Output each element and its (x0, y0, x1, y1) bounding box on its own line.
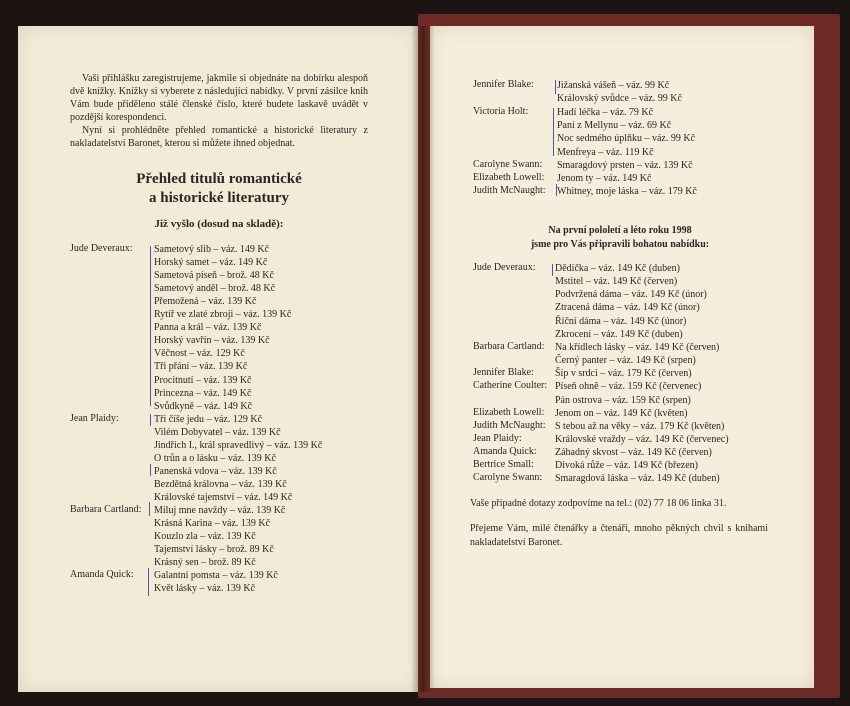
book-title-entry: Krásná Karina – váz. 139 Kč (154, 518, 271, 530)
book-title-entry: Horský samet – váz. 149 Kč (154, 257, 268, 269)
book-title-entry: Záhadný skvost – váz. 149 Kč (červen) (555, 447, 712, 459)
book-title-entry: Panna a král – váz. 139 Kč (154, 322, 262, 334)
author-name: Catherine Coulter: (473, 380, 548, 392)
book-title-entry: Jenom ty – váz. 149 Kč (557, 173, 652, 185)
book-title-entry: Procitnutí – váz. 139 Kč (154, 374, 252, 386)
book-title-entry: Rytíř ve zlaté zbroji – váz. 139 Kč (154, 309, 292, 321)
pen-mark-panenska-vdova (150, 464, 151, 476)
pen-mark-jennifer-blake (555, 80, 556, 94)
author-name: Judith McNaught: (473, 419, 546, 431)
pen-mark-jean-plaidy (150, 414, 151, 426)
book-title-entry: Tři přání – váz. 139 Kč (154, 361, 248, 373)
book-title-entry: Přemožená – váz. 139 Kč (154, 296, 257, 308)
author-name: Carolyne Swann: (473, 472, 543, 484)
available-subheading: Již vyšlo (dosud na skladě): (154, 218, 284, 230)
book-title-entry: Dědička – váz. 149 Kč (duben) (555, 263, 680, 274)
book-title-entry: Horský vavřín – váz. 139 Kč (154, 335, 270, 347)
contact-line: Vaše případné dotazy zodpovíme na tel.: (02) 77 18 06 linka 31. (470, 498, 727, 509)
book-title-entry: Ztracená dáma – váz. 149 Kč (únor) (555, 302, 700, 314)
book-title-entry: Galantní pomsta – váz. 139 Kč (154, 570, 278, 582)
author-name: Jennifer Blake: (473, 367, 534, 379)
author-name: Judith McNaught: (473, 185, 546, 197)
book-title-entry: Panenská vdova – váz. 139 Kč (154, 465, 277, 477)
pen-bracket-victoria-holt (553, 108, 554, 156)
book-title-entry: Miluj mne navždy – váz. 139 Kč (154, 505, 286, 516)
author-name: Barbara Cartland: (473, 340, 545, 352)
heading-line-1: Přehled titulů romantické (136, 171, 302, 187)
author-name: Jude Deveraux: (473, 262, 536, 273)
book-title-entry: Tajemství lásky – brož. 89 Kč (154, 544, 274, 556)
book-title-entry: Květ lásky – váz. 139 Kč (154, 583, 256, 595)
book-title-entry: Kouzlo zla – váz. 139 Kč (154, 531, 256, 543)
footer-text (470, 497, 768, 550)
book-title-entry: Na křídlech lásky – váz. 149 Kč (červen) (555, 341, 720, 353)
author-name: Carolyne Swann: (473, 158, 543, 170)
book-title-entry: Věčnost – váz. 129 Kč (154, 348, 245, 360)
upcoming-heading (470, 224, 770, 252)
book-title-entry: Královské tajemství – váz. 149 Kč (154, 491, 293, 503)
book-title-entry: Divoká růže – váz. 149 Kč (březen) (555, 460, 698, 472)
book-title-entry: Sametový slib – váz. 149 Kč (154, 244, 269, 255)
author-name: Amanda Quick: (473, 446, 537, 458)
book-title-entry: Podvržená dáma – váz. 149 Kč (únor) (555, 289, 707, 301)
closing-line: Přejeme Vám, milé čtenářky a čtenáři, mnoho pěkných chvil s knihami nakladatelství Baronet. (470, 523, 768, 548)
book-title-entry: Píseň ohně – váz. 159 Kč (červenec) (555, 381, 702, 393)
book-title-entry: Vilém Dobyvatel – váz. 139 Kč (154, 426, 281, 438)
book-title-entry: Bezdětná královna – váz. 139 Kč (154, 478, 287, 490)
book-title-entry: Sametová píseň – brož. 48 Kč (154, 270, 274, 282)
book-title-entry: Pán ostrova – váz. 159 Kč (srpen) (555, 394, 691, 406)
author-name: Elizabeth Lowell: (473, 406, 545, 418)
book-title-entry: Královský svůdce – váz. 99 Kč (557, 93, 682, 105)
page-heading (70, 170, 368, 208)
author-name: Jennifer Blake: (473, 79, 534, 90)
author-name: Amanda Quick: (70, 569, 134, 581)
pen-mark-judith-mcnaught (556, 184, 557, 196)
author-name: Jean Plaidy: (70, 412, 119, 424)
book-title-entry: Černý panter – váz. 149 Kč (srpen) (555, 355, 696, 367)
book-title-entry: Svůdkyně – váz. 149 Kč (154, 400, 253, 412)
author-name: Bertrice Small: (473, 459, 534, 471)
author-name: Jean Plaidy: (473, 432, 522, 444)
book-title-entry: Šíp v srdci – váz. 179 Kč (červen) (555, 368, 692, 380)
author-name: Barbara Cartland: (70, 504, 142, 515)
book-title-entry: Zkrocení – váz. 149 Kč (duben) (555, 328, 683, 340)
book-title-entry: Sametový anděl – brož. 48 Kč (154, 283, 276, 295)
book-gutter (411, 26, 435, 692)
book-title-entry: Jenom on – váz. 149 Kč (květen) (555, 407, 688, 419)
book-title-entry: Princezna – váz. 149 Kč (154, 387, 252, 399)
book-title-entry: S tebou až na věky – váz. 179 Kč (květen) (555, 420, 725, 432)
book-title-entry: Jižanská vášeň – váz. 99 Kč (557, 80, 670, 91)
book-title-entry: Královské vraždy – váz. 149 Kč (červenec) (555, 433, 729, 445)
pen-mark-dedicka (552, 264, 553, 276)
author-name: Elizabeth Lowell: (473, 172, 545, 184)
intro-paragraph-1: Vaši přihlášku zaregistrujeme, jakmile si objednáte na dobírku alespoň dvě knížky. Knížky si vyberete z následující nabídky. V první zásilce knih Vám bude přiděleno stálé členské číslo, které budete laskavě uvádět v pozdější korespondenci. (70, 73, 368, 123)
pen-mark-barbara-cartland (149, 502, 150, 516)
pen-bracket-jude-deveraux (150, 246, 151, 406)
upcoming-heading-line-2: jsme pro Vás připravili bohatou nabídku: (530, 239, 710, 250)
book-title-entry: Noc sedmého úplňku – váz. 99 Kč (557, 133, 696, 145)
pen-bracket-amanda-quick (148, 568, 149, 596)
book-title-entry: Tři číše jedu – váz. 129 Kč (154, 413, 263, 425)
book-title-entry: Hadí léčka – váz. 79 Kč (557, 106, 654, 118)
book-title-entry: Mstitel – váz. 149 Kč (červen) (555, 276, 678, 288)
intro-paragraph-2: Nyní si prohlédněte přehled romantické a historické literatury z nakladatelství Baronet, kterou si můžete ihned objednat. (70, 125, 368, 149)
book-title-entry: Smaragdový prsten – váz. 139 Kč (557, 159, 693, 171)
book-title-entry: Paní z Mellynu – váz. 69 Kč (557, 119, 672, 131)
book-title-entry: Říční dáma – váz. 149 Kč (únor) (555, 315, 687, 327)
author-name: Victoria Holt: (473, 105, 529, 117)
upcoming-heading-line-1: Na první pololetí a léto roku 1998 (548, 225, 692, 236)
heading-line-2: a historické literatury (149, 190, 289, 206)
book-title-entry: Krásný sen – brož. 89 Kč (154, 557, 256, 569)
book-title-entry: Smaragdová láska – váz. 149 Kč (duben) (555, 473, 720, 485)
book-title-entry: O trůn a o lásku – váz. 139 Kč (154, 452, 276, 464)
author-name: Jude Deveraux: (70, 243, 133, 254)
intro-text (70, 72, 368, 150)
book-title-entry: Menfreya – váz. 119 Kč (557, 146, 654, 158)
book-title-entry: Jindřich I., král spravedlivý – váz. 139 Kč (154, 439, 323, 451)
book-title-entry: Whitney, moje láska – váz. 179 Kč (557, 186, 697, 198)
